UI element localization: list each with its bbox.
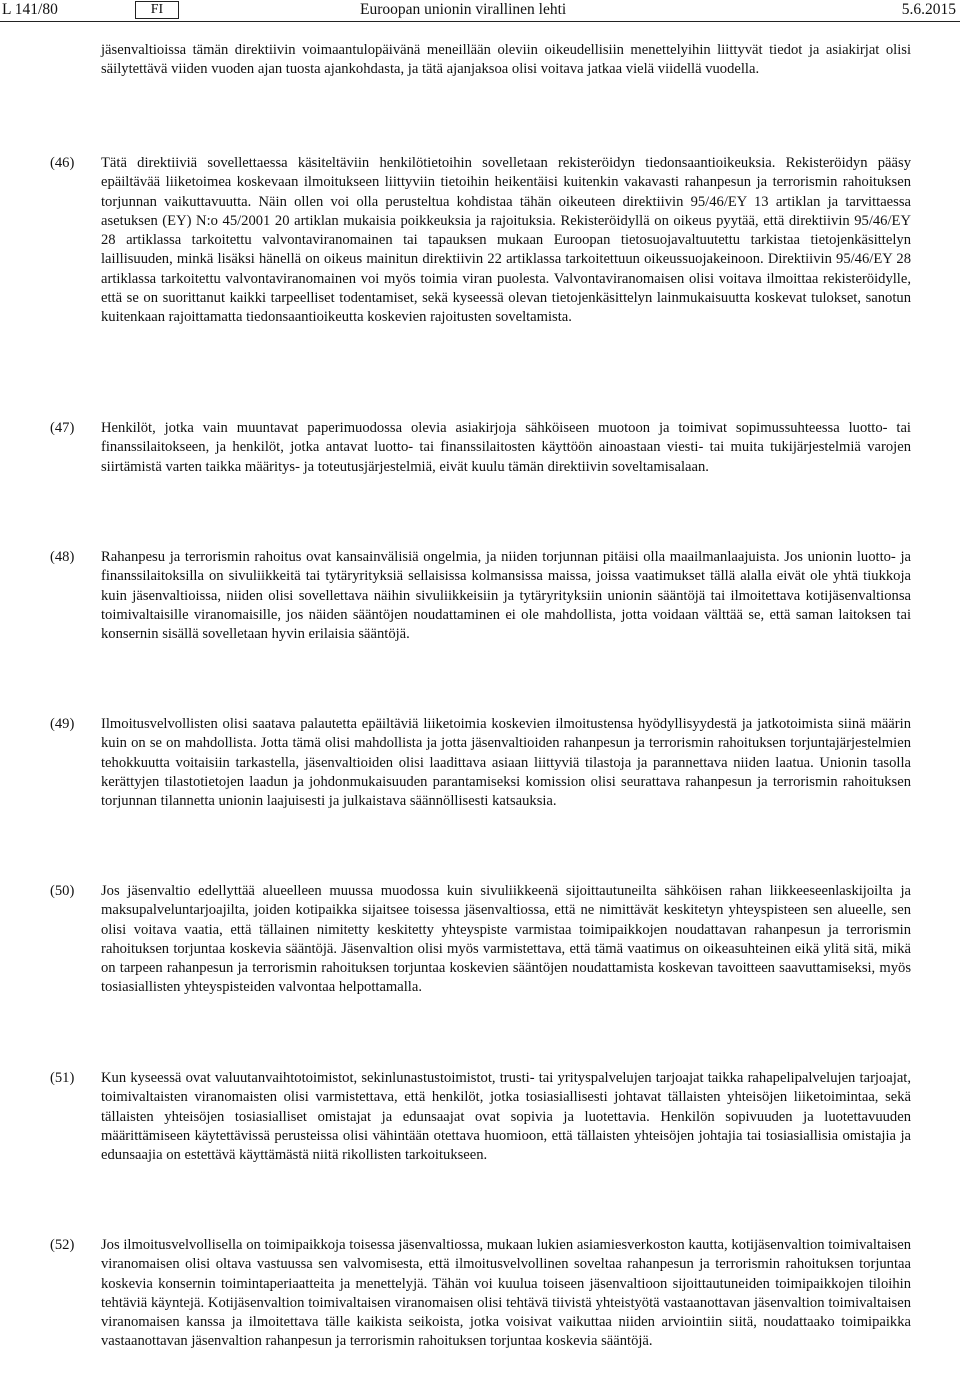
language-badge: FI bbox=[135, 1, 179, 19]
header-rule bbox=[0, 21, 960, 22]
recital-text: Tätä direktiiviä sovellettaessa käsiteltäviin henkilötietoihin sovelletaan rekisteröidyn tiedonsaantioikeuksia. Rekisteröidyn pääsy epäiltävää liiketoimea koskevaan ilmoitukseen liittyviin tietoihin heikentäisi kuitenkin vakavasti rahanpesun ja terrorismin rahoituksen torjunnan vaikuttavuutta. Näin ollen voi olla perusteltua kohdistaa tähän oikeuteen direktiivin 95/46/EY 13 artiklan ja tarvittaessa asetuksen (EY) N:o 45/2001 20 artiklan mukaisia poikkeuksia ja rajoituksia. Rekisteröidyllä on oikeus pyytää, että direktiivin 95/46/EY 28 artiklassa tarkoitettu valvontaviranomainen tai tapauksen mukaan Euroopan tietosuojavaltuutettu tarkistaa tietojenkäsittelyn laillisuuden, minkä lisäksi hänellä on oikeus mainitun direktiivin 22 artiklassa tarkoitettuun oikeussuojakeinoon. Direktiivin 95/46/EY 28 artiklassa tarkoitettu valvontaviranomainen voi myös toimia viran puolesta. Valvontaviranomaisen olisi voitava ilmoittaa rekisteröidylle, että se on suorittanut kaikki tarpeelliset todentamiset, sekä kyseessä olevan tietojenkäsittelyn lainmukaisuutta koskevat tulokset, sanotun kuitenkaan rajoittamatta tiedonsaantioikeutta koskevien rajoitusten soveltamista. bbox=[101, 155, 911, 326]
recital-number: (52) bbox=[50, 1237, 75, 1253]
recital-number: (50) bbox=[50, 883, 75, 899]
recital-text: Henkilöt, jotka vain muuntavat paperimuodossa olevia asiakirjoja sähköiseen muotoon ja toimivat sopimussuhteessa luotto- tai finanssilaitokseen, ja henkilöt, jotka antavat luotto- tai finanssilaitosten käyttöön ainoastaan viesti- tai muita tukijärjestelmiä varojen siirtämistä varten taikka määritys- ja toteutusjärjestelmiä, eivät kuulu tämän direktiivin soveltamisalaan. bbox=[101, 420, 911, 475]
journal-reference: L 141/80 bbox=[2, 1, 58, 18]
recital-number: (46) bbox=[50, 155, 75, 171]
recital-text: Kun kyseessä ovat valuutanvaihtotoimistot, sekinlunastustoimistot, trusti- tai yrityspalvelujen tarjoajat taikka rahapelipalvelujen tarjoajat, toimivaltaisten viranomaisten olisi varmistettava, että henkilöt, jotka tosiasiallisesti johtavat tällaisten yhteisöjen liiketoimintaa, sekä tällaisten yhteisöjen tosiasialliset omistajat ja edunsaajat ovat sopivia ja luotettavia. Henkilön sopivuuden ja luotettavuuden määrittämiseen käytettävissä perusteissa olisi vähintään otettava huomioon, että tällaisten yhteisöjen johtajia tai tosiasiallisia omistajia ja edunsaajia on estettävä käyttämästä niitä rikollisten tarkoitukseen. bbox=[101, 1070, 911, 1164]
recital-number: (48) bbox=[50, 549, 75, 565]
continuation-paragraph: jäsenvaltioissa tämän direktiivin voimaantulopäivänä meneillään oleviin oikeudellisiin menettelyihin liittyvät tiedot ja asiakirjat olisi säilytettävä viiden vuoden ajan tuosta ajankohdasta, ja tätä ajanjaksoa olisi voitava jatkaa vielä viidellä vuodella. bbox=[101, 42, 911, 78]
recital-text: Jos jäsenvaltio edellyttää alueelleen muussa muodossa kuin sivuliikkeenä sijoittautuneilta sähköisen rahan liikkeeseenlaskijoilta ja maksupalveluntarjoajilta, joiden kotipaikka sijaitsee toisessa jäsenvaltiossa, että ne nimittävät keskitetyn yhteyspisteen sen alueelle, sen olisi voitava vaatia, että tällainen nimitetty keskitetty yhteyspiste varmistaa toimipaikkojen noudattavan rahanpesun ja terrorismin rahoituksen torjuntaa koskevia sääntöjä. Jäsenvaltion olisi myös varmistettava, että tämä vaatimus on oikeasuhteinen eikä ylitä sitä, mikä on tarpeen rahanpesun ja terrorismin rahoituksen torjuntaa koskevien sääntöjen noudattamista koskevan tavoitteen saavuttamiseksi, myös tosiasiallisten yhteyspisteiden valvontaa helpottamalla. bbox=[101, 883, 911, 996]
recital-text: Rahanpesu ja terrorismin rahoitus ovat kansainvälisiä ongelmia, ja niiden torjunnan pitäisi olla maailmanlaajuista. Jos unionin luotto- ja finanssilaitoksilla on sivuliikkeitä tai tytäryrityksiä sellaisissa kolmansissa maissa, joissa vaatimukset tällä alalla eivät ole yhtä tiukkoja kuin jäsenvaltioissa, niiden olisi sovellettava näihin sivuliikkeisiin ja tytäryrityksiin unionin sääntöjä tai ilmoitettava kotijäsenvaltionsa toimivaltaisille viranomaisille, jos näiden sääntöjen noudattaminen ei ole mahdollista, jotta voidaan välttää se, että saman laitoksen tai konsernin sisällä sovelletaan hyvin erilaisia sääntöjä. bbox=[101, 549, 911, 643]
recital-number: (49) bbox=[50, 716, 75, 732]
recital-number: (47) bbox=[50, 420, 75, 436]
journal-title: Euroopan unionin virallinen lehti bbox=[360, 1, 567, 18]
publication-date: 5.6.2015 bbox=[901, 1, 956, 18]
recital-text: Ilmoitusvelvollisten olisi saatava palautetta epäiltäviä liiketoimia koskevien ilmoitustensa hyödyllisyydestä ja jatkotoimista siinä määrin kuin on se on mahdollista. Jotta tämä olisi mahdollista ja jotta jäsenvaltioiden rahanpesun ja terrorismin rahoituksen torjuntajärjestelmien tehokkuutta voitaisiin tarkastella, jäsenvaltioiden olisi laadittava asiaan liittyviä tilastoja ja parannettava niiden laatua. Unionin tasolla kerättyjen tilastotietojen laadun ja johdonmukaisuuden parantamiseksi komission olisi seurattava rahanpesun ja terrorismin rahoituksen torjunnan tilannetta unionin laajuisesti ja julkaistava säännöllisesti katsauksia. bbox=[101, 716, 911, 810]
recital-text: Jos ilmoitusvelvollisella on toimipaikkoja toisessa jäsenvaltiossa, mukaan lukien asiamiesverkoston kautta, kotijäsenvaltion toimivaltaisen viranomaisen olisi oltava vastuussa sen valvomisesta, että ilmoitusvelvollinen soveltaa rahanpesun ja terrorismin rahoituksen torjuntaa koskevia konsernin toimintaperiaatteita ja menettelyjä. Tähän voi kuulua toiseen jäsenvaltioon sijoittautuneiden toimipaikkojen tiloihin tehtäviä käyntejä. Kotijäsenvaltion toimivaltaisen viranomaisen olisi tehtävä tiivistä yhteistyötä vastaanottavan jäsenvaltion toimivaltaisen viranomaisen kanssa ja ilmoitettava tälle kaikista seikoista, jotka voisivat vaikuttaa niiden arviointiin siitä, noudattaako toimipaikka vastaanottavan jäsenvaltion rahanpesun ja terrorismin rahoituksen torjuntaa koskevia sääntöjä. bbox=[101, 1237, 911, 1350]
recital-number: (51) bbox=[50, 1070, 75, 1086]
page-header bbox=[0, 0, 960, 26]
